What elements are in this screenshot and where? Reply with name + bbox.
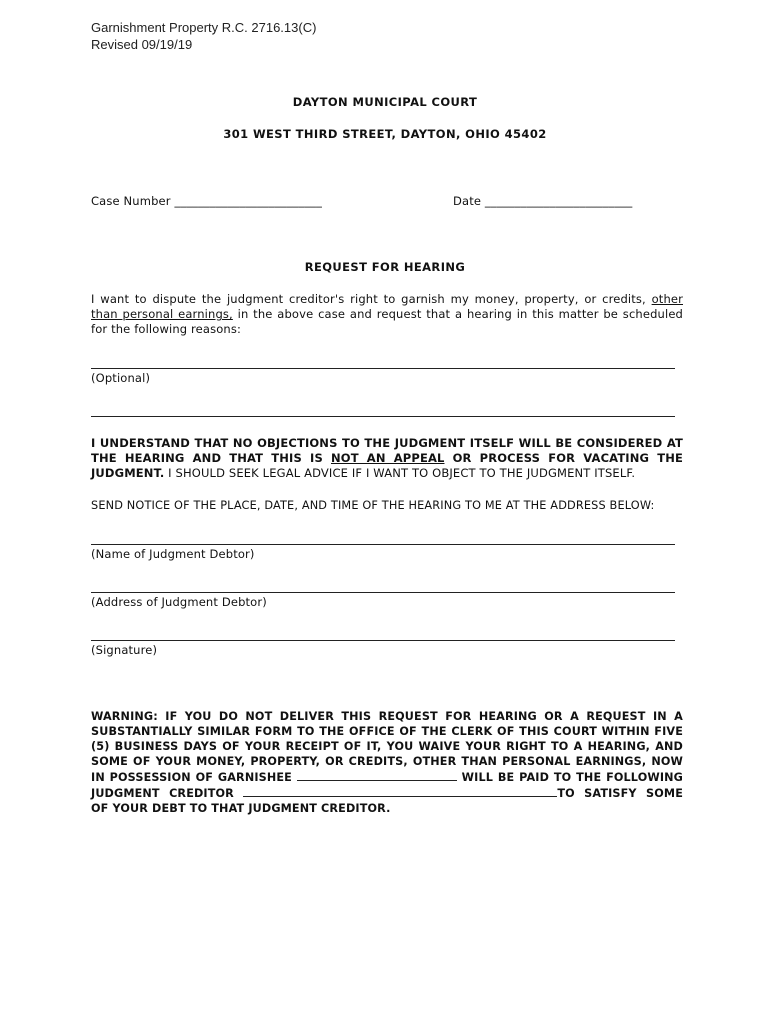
- creditor-blank[interactable]: [243, 785, 557, 797]
- garnishee-blank[interactable]: [297, 769, 457, 781]
- send-notice-text: SEND NOTICE OF THE PLACE, DATE, AND TIME OF THE HEARING TO ME AT THE ADDRESS BELOW:: [91, 499, 655, 512]
- understand-paragraph: [91, 436, 683, 481]
- name-caption: (Name of Judgment Debtor): [91, 547, 255, 561]
- optional-caption: (Optional): [91, 371, 151, 385]
- case-number-field[interactable]: [91, 194, 322, 208]
- understand-bold-1: I UNDERSTAND THAT NO OBJECTIONS TO THE JUDGMENT ITSELF WILL BE CONSIDERED AT THE HEARING AND THAT THIS IS: [91, 436, 683, 465]
- signature-caption: (Signature): [91, 643, 158, 657]
- warning-part-2: WILL BE PAID TO THE FOLLOWING JUDGMENT CREDITOR: [91, 771, 683, 800]
- dispute-text-after: in the above case and request that a hearing in this matter be scheduled for the following reasons:: [91, 307, 683, 336]
- understand-normal: I SHOULD SEEK LEGAL ADVICE IF I WANT TO OBJECT TO THE JUDGMENT ITSELF.: [164, 466, 636, 480]
- dispute-paragraph: [91, 292, 683, 337]
- reason-line-1[interactable]: [91, 368, 675, 369]
- not-an-appeal: NOT AN APPEAL: [331, 451, 445, 465]
- case-number-blank[interactable]: _________________________: [174, 194, 322, 208]
- case-number-label: Case Number: [91, 194, 171, 208]
- signature-line[interactable]: [91, 640, 675, 641]
- court-name: DAYTON MUNICIPAL COURT: [292, 95, 478, 109]
- name-line[interactable]: [91, 544, 675, 545]
- address-caption: (Address of Judgment Debtor): [91, 595, 267, 609]
- date-blank[interactable]: _________________________: [484, 194, 633, 208]
- warning-part-3: TO SATISFY SOME OF YOUR DEBT TO THAT JUDGMENT CREDITOR.: [91, 787, 683, 815]
- form-title: REQUEST FOR HEARING: [304, 260, 466, 274]
- address-line[interactable]: [91, 592, 675, 593]
- revision-date: Revised 09/19/19: [91, 37, 193, 52]
- dispute-text-before: I want to dispute the judgment creditor's right to garnish my money, property, or credits,: [91, 292, 652, 306]
- form-identifier: Garnishment Property R.C. 2716.13(C): [91, 20, 317, 35]
- understand-bold-2: OR PROCESS FOR VACATING THE JUDGMENT.: [91, 451, 683, 480]
- date-field[interactable]: [453, 194, 632, 208]
- court-address: 301 WEST THIRD STREET, DAYTON, OHIO 45402: [223, 127, 547, 141]
- warning-paragraph: [91, 709, 683, 816]
- date-label: Date: [453, 194, 482, 208]
- dispute-underlined: other than personal earnings,: [91, 292, 683, 321]
- reason-line-2[interactable]: [91, 416, 675, 417]
- warning-part-1: WARNING: IF YOU DO NOT DELIVER THIS REQUEST FOR HEARING OR A REQUEST IN A SUBSTANTIALLY SIMILAR FORM TO THE OFFICE OF THE CLERK OF THIS COURT WITHIN FIVE (5) BUSINESS DAYS OF YOUR RECEIPT OF IT, YOU WAIVE YOUR RIGHT TO A HEARING, AND SOME OF YOUR MONEY, PROPERTY, OR CREDITS, OTHER THAN PERSONAL EARNINGS, NOW IN POSSESSION OF GARNISHEE: [91, 710, 683, 784]
